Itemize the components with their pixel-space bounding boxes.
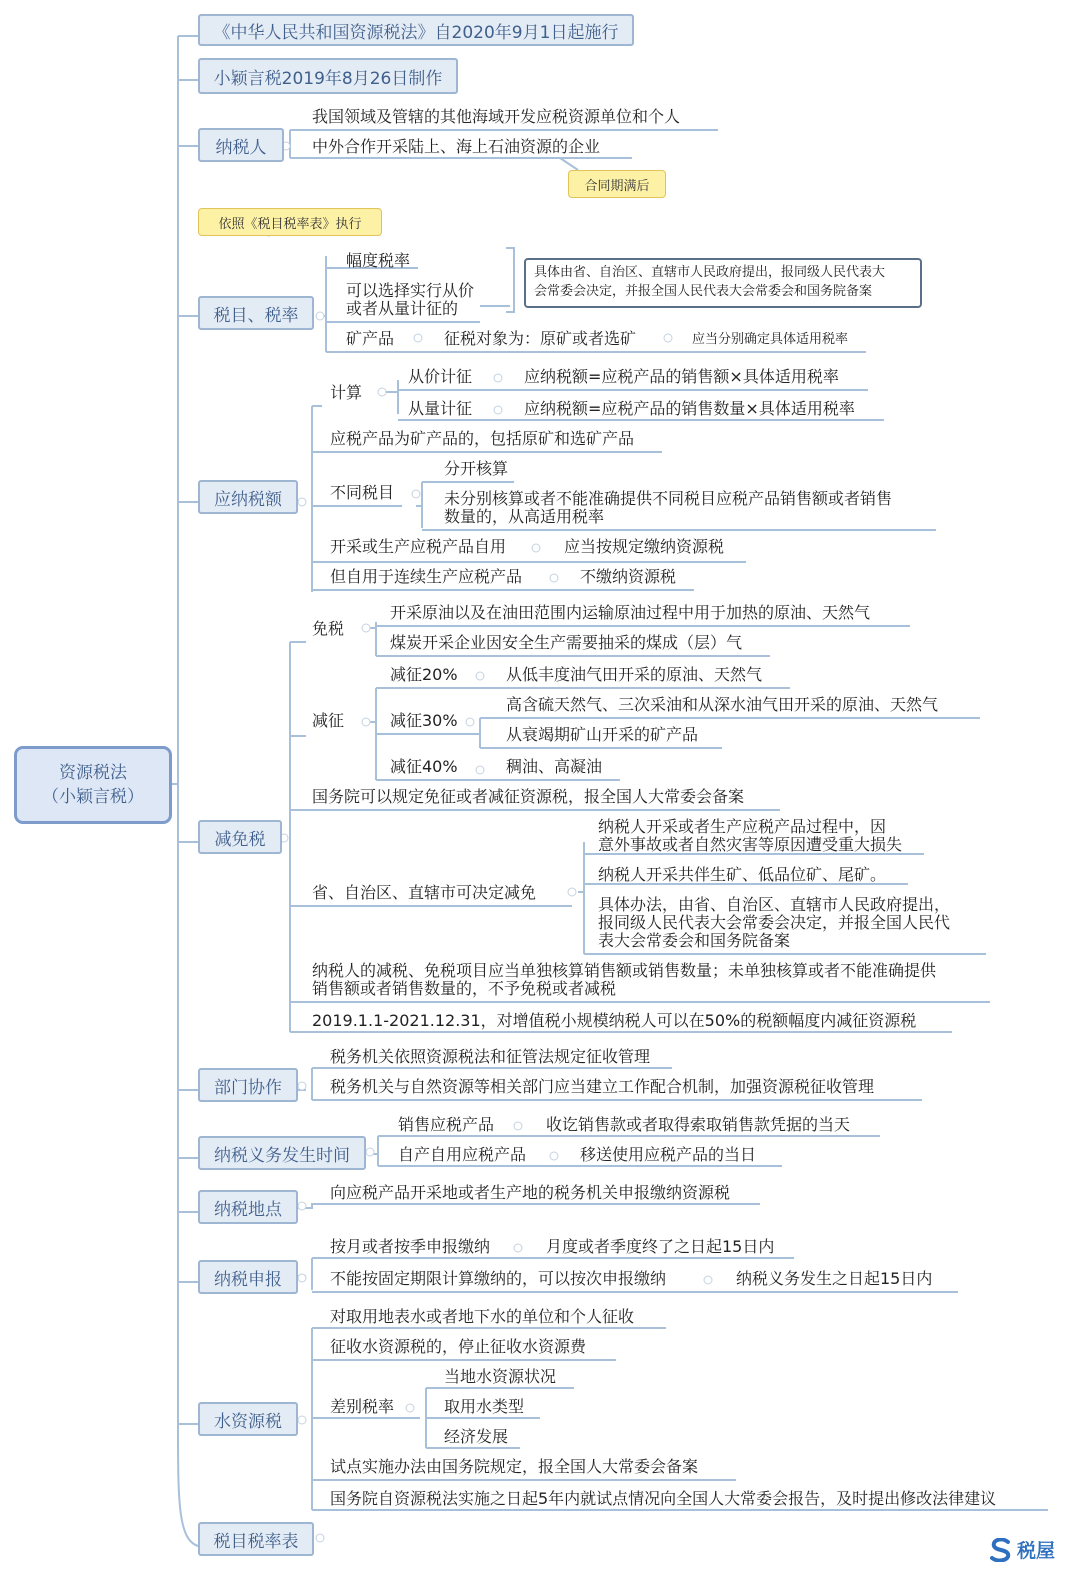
place-item: 向应税产品开采地或者生产地的税务机关申报缴纳资源税	[330, 1183, 731, 1202]
mineral-label: 矿产品	[346, 329, 395, 348]
separate-accounting-line-2: 销售额或者销售数量的，不予免税或者减税	[312, 979, 617, 998]
reduce-20-label: 减征20%	[390, 665, 458, 684]
self-use-label: 开采或生产应税产品自用	[330, 537, 507, 556]
dept-item-1: 税务机关依照资源税法和征管法规定征收管理	[330, 1047, 651, 1066]
filing-periodic-deadline: 月度或者季度终了之日起15日内	[546, 1237, 775, 1256]
shuiwu-logo-icon	[988, 1538, 1014, 1562]
water-diff-2: 取用水类型	[444, 1397, 525, 1416]
watermark-text: 税屋	[1017, 1540, 1056, 1562]
reduce-30-item-2: 从衰竭期矿山开采的矿产品	[506, 725, 699, 744]
unseparated-line-1: 未分别核算或者不能准确提供不同税目应税产品销售额或者销售	[444, 489, 893, 508]
separate-accounting-line-1: 纳税人的减税、免税项目应当单独核算销售额或销售数量；未单独核算或者不能准确提供	[312, 961, 937, 980]
small-scale-relief: 2019.1.1-2021.12.31，对增值税小规模纳税人可以在50%的税额幅度内减征资源税	[312, 1011, 917, 1030]
self-use-result: 应当按规定缴纳资源税	[564, 537, 725, 556]
provincial-rate-note	[524, 258, 922, 308]
calc-label: 计算	[330, 383, 363, 402]
water-report: 国务院自资源税法实施之日起5年内就试点情况向全国人大常委会报告，及时提出修改法律建议	[330, 1489, 997, 1508]
province-label: 省、自治区、直辖市可决定减免	[312, 883, 537, 902]
filing-per-time: 不能按固定期限计算缴纳的，可以按次申报缴纳	[330, 1269, 667, 1288]
payable-node[interactable]: 应纳税额	[198, 480, 298, 514]
relief-node[interactable]: 减免税	[198, 820, 282, 854]
rate-table-callout: 依照《税目税率表》执行	[198, 208, 382, 236]
dept-item-2: 税务机关与自然资源等相关部门应当建立工作配合机制，加强资源税征收管理	[330, 1077, 875, 1096]
separate-accounting: 分开核算	[444, 459, 509, 478]
water-item-2: 征收水资源税的，停止征收水资源费	[330, 1337, 587, 1356]
province-item-2: 纳税人开采共伴生矿、低品位矿、尾矿。	[598, 865, 887, 884]
reduce-20-item: 从低丰度油气田开采的原油、天然气	[506, 665, 763, 684]
taxpayer-item-domestic: 我国领域及管辖的其他海域开发应税资源单位和个人	[312, 107, 681, 126]
unseparated-line-2: 数量的，从高适用税率	[444, 507, 605, 526]
rates-node[interactable]: 税目、税率	[198, 296, 314, 330]
province-item-1-line-1: 纳税人开采或者生产应税产品过程中，因	[598, 817, 887, 836]
central-topic-subtitle: （小颖言税）	[42, 787, 144, 807]
reduce-40-label: 减征40%	[390, 757, 458, 776]
effective-date-node[interactable]: 《中华人民共和国资源税法》自2020年9月1日起施行	[198, 14, 634, 46]
province-item-3-line-1: 具体办法，由省、自治区、直辖市人民政府提出，	[598, 895, 951, 914]
reduce-40-item: 稠油、高凝油	[506, 757, 603, 776]
filing-node[interactable]: 纳税申报	[198, 1260, 298, 1294]
exempt-item-1: 开采原油以及在油田范围内运输原油过程中用于加热的原油、天然气	[390, 603, 871, 622]
contract-expiry-callout: 合同期满后	[568, 170, 666, 198]
author-node[interactable]: 小颖言税2019年8月26日制作	[198, 58, 458, 94]
water-item-1: 对取用地表水或者地下水的单位和个人征收	[330, 1307, 635, 1326]
water-diff-3: 经济发展	[444, 1427, 509, 1446]
water-diff-label: 差别税率	[330, 1397, 395, 1416]
ad-valorem-label: 从价计征	[408, 367, 473, 386]
choice-line-1: 可以选择实行从价	[346, 281, 475, 300]
timing-sale-time: 收讫销售款或者取得索取销售款凭据的当天	[546, 1115, 851, 1134]
watermark-logo	[988, 1536, 1055, 1563]
exempt-label: 免税	[312, 619, 345, 638]
taxpayer-node[interactable]: 纳税人	[198, 128, 284, 162]
taxable-object: 征税对象为：原矿或者选矿	[444, 329, 637, 348]
diff-items-label: 不同税目	[330, 483, 395, 502]
reduce-30-label: 减征30%	[390, 711, 458, 730]
province-item-1-line-2: 意外事故或者自然灾害等原因遭受重大损失	[598, 835, 903, 854]
water-node[interactable]: 水资源税	[198, 1402, 298, 1436]
reduce-30-item-1: 高含硫天然气、三次采油和从深水油气田开采的原油、天然气	[506, 695, 939, 714]
province-item-3-line-2: 报同级人民代表大会常委会决定，并报全国人民代	[598, 913, 951, 932]
dept-node[interactable]: 部门协作	[198, 1068, 298, 1102]
filing-periodic: 按月或者按季申报缴纳	[330, 1237, 491, 1256]
central-topic[interactable]	[14, 746, 172, 824]
specific-label: 从量计征	[408, 399, 473, 418]
provincial-rate-note-line-1: 具体由省、自治区、直辖市人民政府提出，报同级人民代表大	[534, 265, 886, 280]
timing-sale-label: 销售应税产品	[398, 1115, 495, 1134]
province-item-3-line-3: 表大会常委会和国务院备案	[598, 931, 791, 950]
continuous-label: 但自用于连续生产应税产品	[330, 567, 523, 586]
exempt-item-2: 煤炭开采企业因安全生产需要抽采的煤成（层）气	[390, 633, 743, 652]
timing-self-label: 自产自用应税产品	[398, 1145, 527, 1164]
state-council-note: 国务院可以规定免征或者减征资源税，报全国人大常委会备案	[312, 787, 745, 806]
mineral-note: 应税产品为矿产品的，包括原矿和选矿产品	[330, 429, 635, 448]
filing-per-time-deadline: 纳税义务发生之日起15日内	[736, 1269, 933, 1288]
water-diff-1: 当地水资源状况	[444, 1367, 557, 1386]
timing-node[interactable]: 纳税义务发生时间	[198, 1136, 366, 1170]
central-topic-title: 资源税法	[59, 763, 127, 783]
reduce-label: 减征	[312, 711, 345, 730]
specific-formula: 应纳税额=应税产品的销售数量×具体适用税率	[524, 399, 855, 418]
provincial-rate-note-line-2: 会常委会决定，并报全国人民代表大会常委会和国务院备案	[534, 284, 873, 299]
rate-table-node[interactable]: 税目税率表	[198, 1522, 314, 1556]
continuous-result: 不缴纳资源税	[580, 567, 677, 586]
water-pilot: 试点实施办法由国务院规定，报全国人大常委会备案	[330, 1457, 699, 1476]
choice-line-2: 或者从量计征的	[346, 299, 459, 318]
taxpayer-item-joint: 中外合作开采陆上、海上石油资源的企业	[312, 137, 601, 156]
place-node[interactable]: 纳税地点	[198, 1190, 298, 1224]
timing-self-time: 移送使用应税产品的当日	[580, 1145, 757, 1164]
ad-valorem-formula: 应纳税额=应税产品的销售额×具体适用税率	[524, 367, 839, 386]
range-rate-label: 幅度税率	[346, 251, 411, 270]
separate-rate-note: 应当分别确定具体适用税率	[692, 332, 849, 347]
